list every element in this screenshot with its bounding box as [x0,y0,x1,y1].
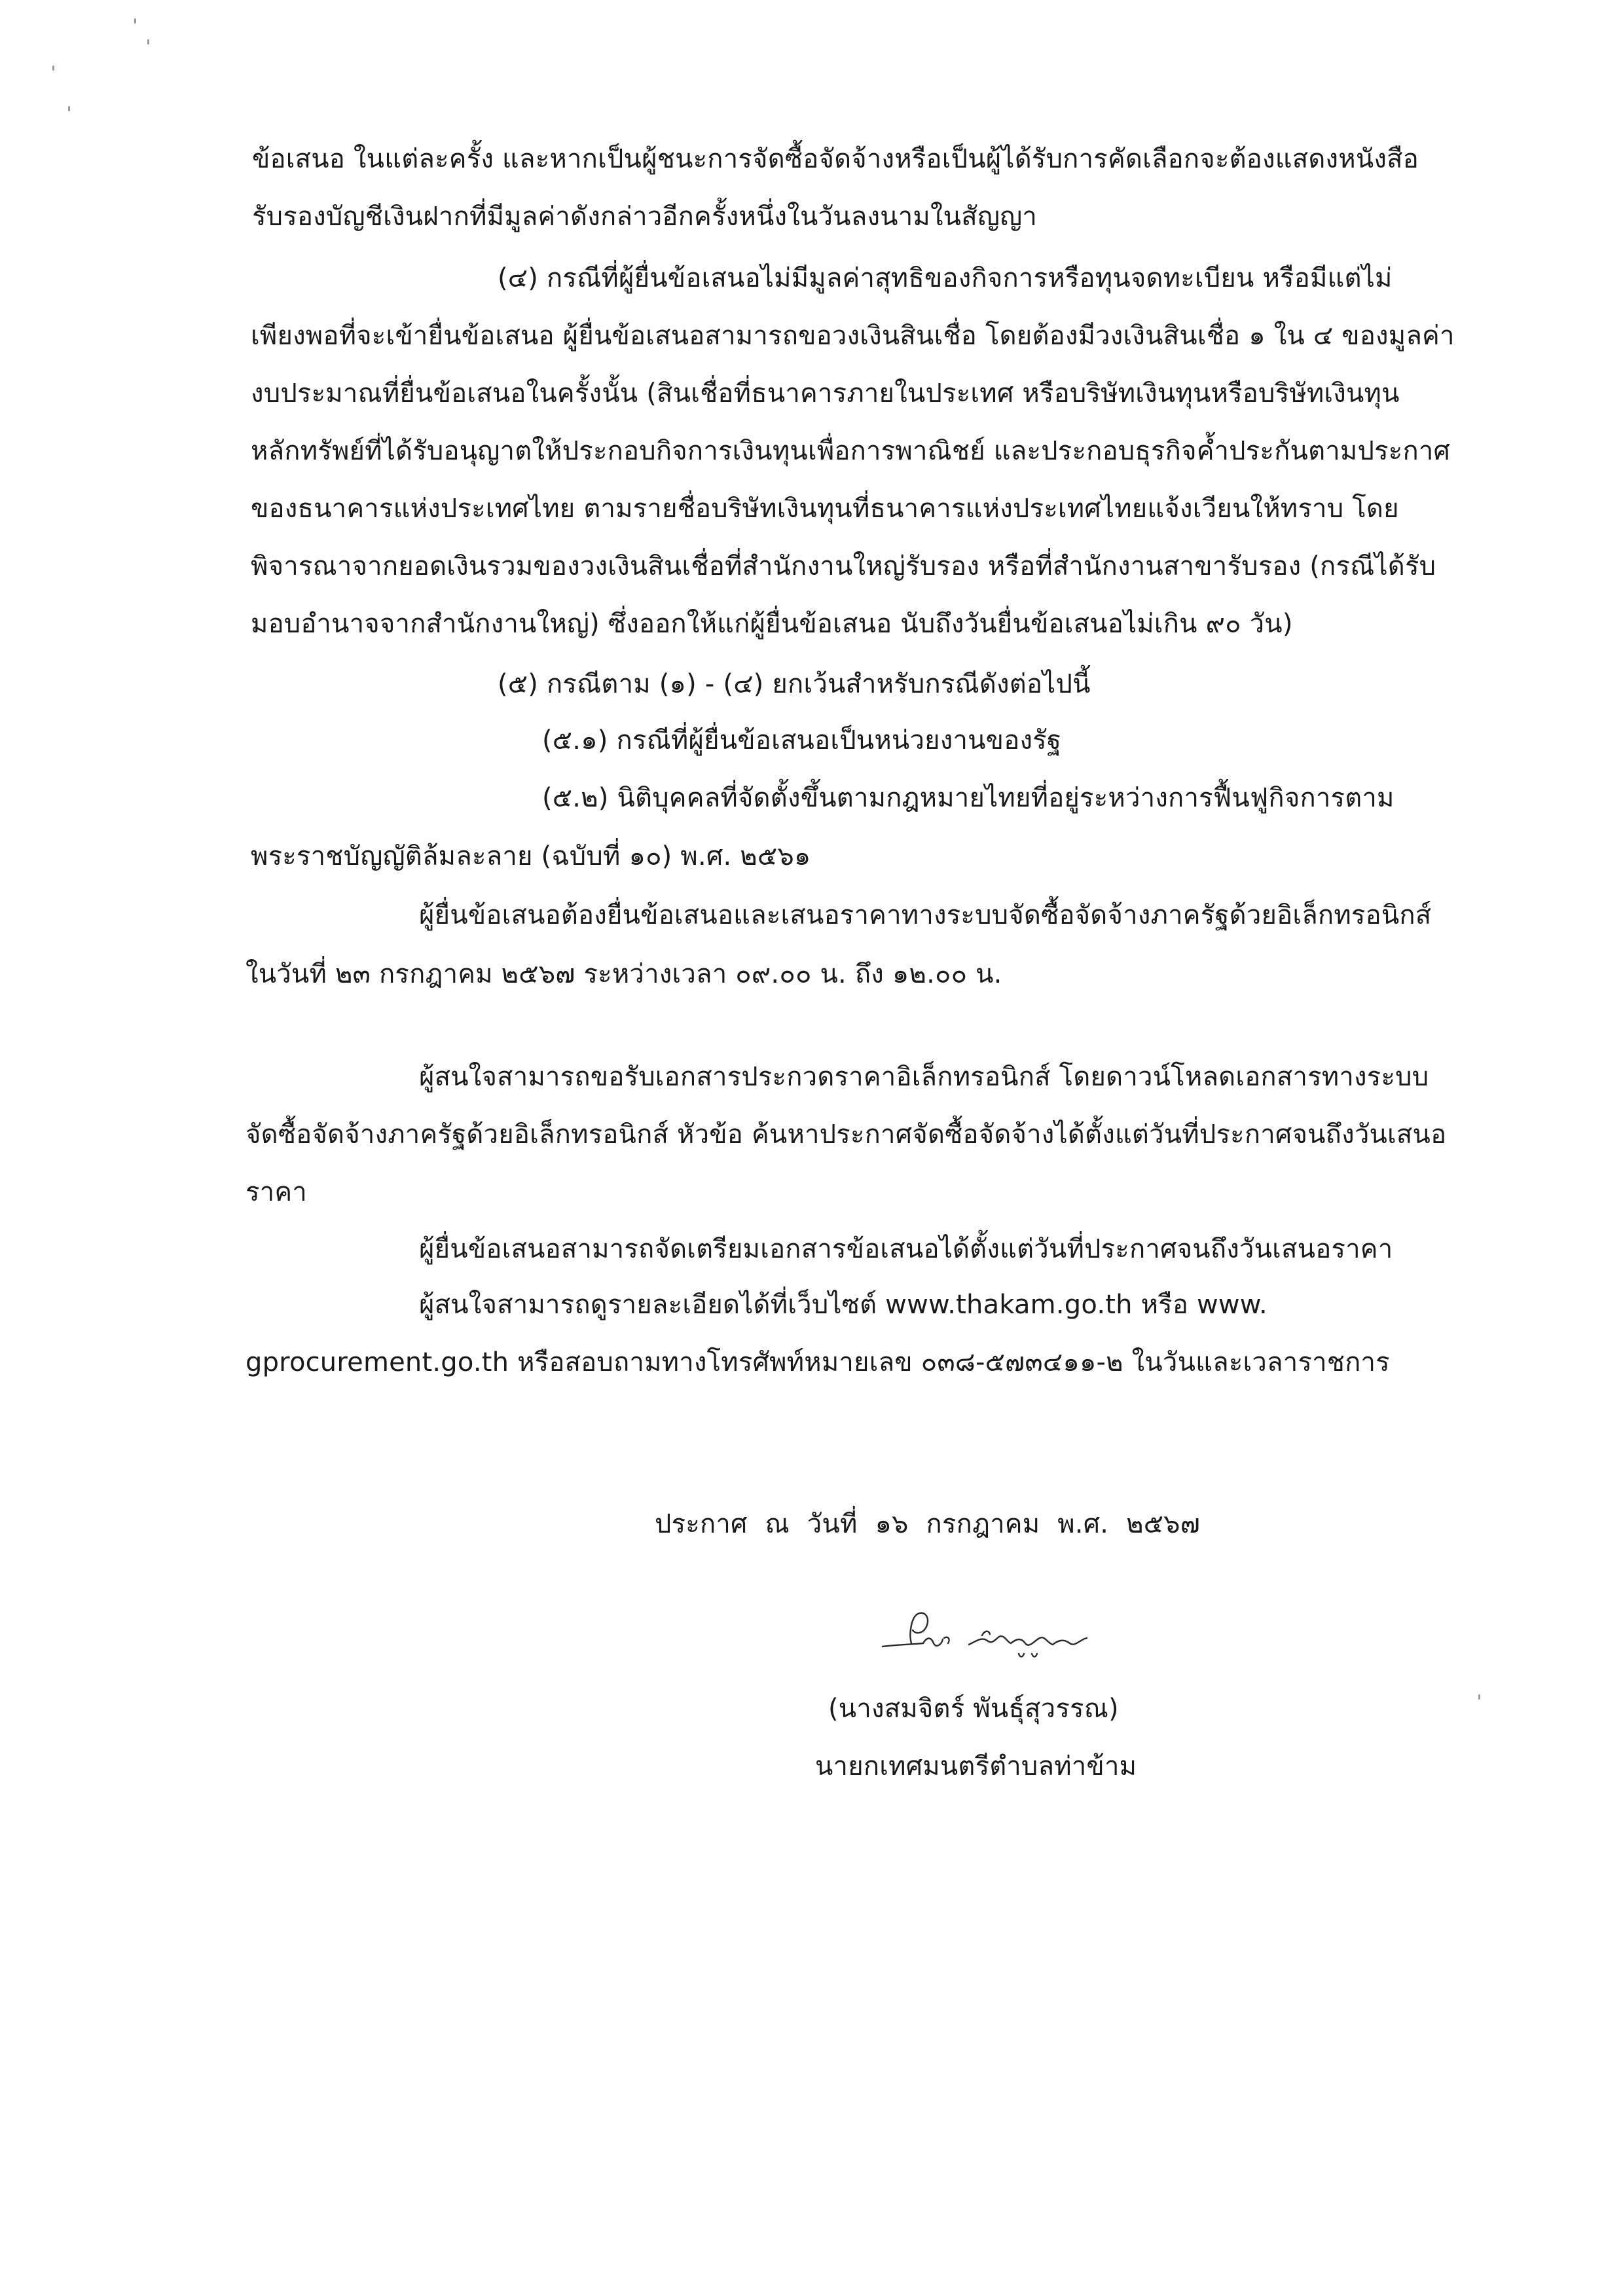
scan-speck [147,39,149,45]
download-line-2: จัดซื้อจัดจ้างภาครัฐด้วยอิเล็กทรอนิกส์ หัวข้อ ค้นหาประกาศจัดซื้อจัดจ้างได้ตั้งแต่วันที่ประกาศจนถึงวันเสนอ [246,1120,1447,1150]
continuation-line-1: ข้อเสนอ ในแต่ละครั้ง และหากเป็นผู้ชนะการจัดซื้อจัดจ้างหรือเป็นผู้ได้รับการคัดเลือกจะต้องแสดงหนังสือ [252,144,1419,174]
clause-4-line-7: มอบอำนาจจากสำนักงานใหญ่) ซึ่งออกให้แก่ผู้ยื่นข้อเสนอ นับถึงวันยื่นข้อเสนอไม่เกิน ๙๐ วัน) [251,609,1293,639]
download-line-3: ราคา [246,1177,307,1207]
clause-5-2-line-2: พระราชบัญญัติล้มละลาย (ฉบับที่ ๑๐) พ.ศ. ๒๕๖๑ [251,841,811,871]
signature-image [871,1597,1146,1676]
scan-speck [134,18,136,24]
signer-name: (นางสมจิตร์ พันธุ์สุวรรณ) [828,1694,1119,1724]
download-line-1: ผู้สนใจสามารถขอรับเอกสารประกวดราคาอิเล็กทรอนิกส์ โดยดาวน์โหลดเอกสารทางระบบ [419,1062,1429,1092]
clause-4-line-3: งบประมาณที่ยื่นข้อเสนอในครั้งนั้น (สินเชื่อที่ธนาคารภายในประเทศ หรือบริษัทเงินทุนหรือบริษัทเงินทุน [251,378,1400,409]
scan-speck [1478,1694,1480,1700]
clause-5: (๕) กรณีตาม (๑) - (๔) ยกเว้นสำหรับกรณีดังต่อไปนี้ [498,669,1091,699]
announce-date: ประกาศ ณ วันที่ ๑๖ กรกฎาคม พ.ศ. ๒๕๖๗ [655,1509,1201,1539]
continuation-line-2: รับรองบัญชีเงินฝากที่มีมูลค่าดังกล่าวอีกครั้งหนึ่งในวันลงนามในสัญญา [252,202,1038,232]
scan-speck [52,65,54,71]
clause-4-line-2: เพียงพอที่จะเข้ายื่นข้อเสนอ ผู้ยื่นข้อเสนอสามารถขอวงเงินสินเชื่อ โดยต้องมีวงเงินสินเชื่อ ๑ ใน ๔ ของมูลค่า [251,321,1455,351]
clause-4-line-1: (๔) กรณีที่ผู้ยื่นข้อเสนอไม่มีมูลค่าสุทธิของกิจการหรือทุนจดทะเบียน หรือมีแต่ไม่ [498,263,1393,293]
scan-speck [68,106,70,111]
prepare-line: ผู้ยื่นข้อเสนอสามารถจัดเตรียมเอกสารข้อเสนอได้ตั้งแต่วันที่ประกาศจนถึงวันเสนอราคา [419,1234,1393,1264]
contact-line-2: gprocurement.go.th หรือสอบถามทางโทรศัพท์หมายเลข ๐๓๘-๕๗๓๔๑๑-๒ ในวันและเวลาราชการ [246,1347,1390,1377]
clause-4-line-6: พิจารณาจากยอดเงินรวมของวงเงินสินเชื่อที่สำนักงานใหญ่รับรอง หรือที่สำนักงานสาขารับรอง (กรณีได้รับ [251,551,1436,581]
clause-4-line-4: หลักทรัพย์ที่ได้รับอนุญาตให้ประกอบกิจการเงินทุนเพื่อการพาณิชย์ และประกอบธุรกิจค้ำประกันตามประกาศ [251,436,1451,466]
clause-5-1: (๕.๑) กรณีที่ผู้ยื่นข้อเสนอเป็นหน่วยงานของรัฐ [542,725,1062,756]
submission-line-1: ผู้ยื่นข้อเสนอต้องยื่นข้อเสนอและเสนอราคาทางระบบจัดซื้อจัดจ้างภาครัฐด้วยอิเล็กทรอนิกส์ [419,900,1432,930]
contact-line-1: ผู้สนใจสามารถดูรายละเอียดได้ที่เว็บไซต์ www.thakam.go.th หรือ www. [419,1290,1267,1320]
submission-line-2: ในวันที่ ๒๓ กรกฎาคม ๒๕๖๗ ระหว่างเวลา ๐๙.๐๐ น. ถึง ๑๒.๐๐ น. [246,959,1002,989]
signer-title: นายกเทศมนตรีตำบลท่าข้าม [815,1751,1137,1781]
clause-4-line-5: ของธนาคารแห่งประเทศไทย ตามรายชื่อบริษัทเงินทุนที่ธนาคารแห่งประเทศไทยแจ้งเวียนให้ทราบ โดย [251,494,1399,524]
clause-5-2-line-1: (๕.๒) นิติบุคคลที่จัดตั้งขึ้นตามกฎหมายไทยที่อยู่ระหว่างการฟื้นฟูกิจการตาม [542,783,1395,813]
